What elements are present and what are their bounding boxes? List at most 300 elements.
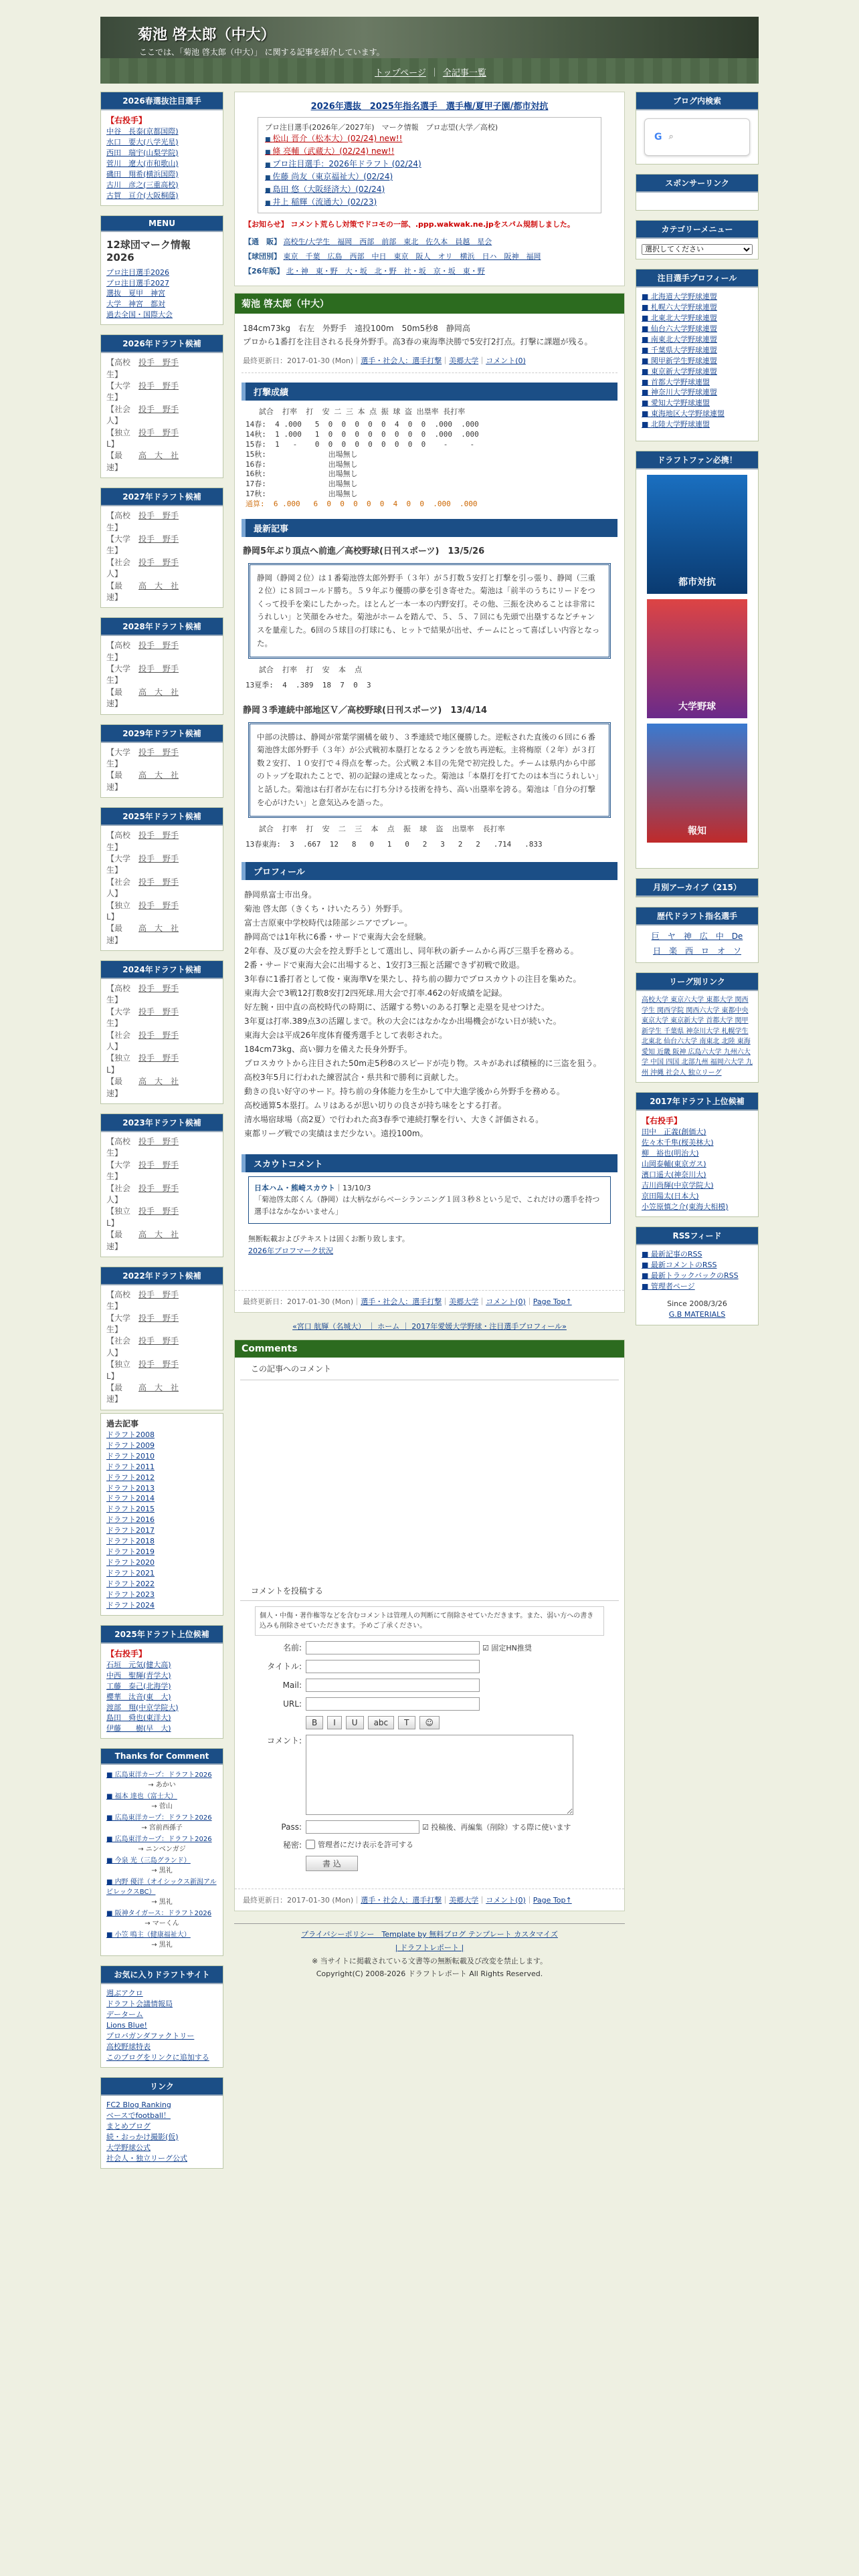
draft-row: [106, 427, 217, 451]
draft-row: [106, 1359, 217, 1382]
row-key: 【独立L】: [106, 900, 131, 922]
copy-note: 無断転載およびテキストは固くお断り致します。: [248, 1234, 409, 1243]
meta-category[interactable]: 選手・社会人：選手打撃: [361, 1297, 442, 1306]
row-links[interactable]: 投手 野手: [138, 664, 179, 674]
player-link[interactable]: 伊藤 樹(早 大): [106, 1724, 171, 1733]
past-year-link[interactable]: ドラフト2013: [106, 1483, 155, 1493]
mark-status-link[interactable]: 2026年プロフマーク状況: [248, 1247, 333, 1256]
region-links[interactable]: 高校生/大学生 福岡 西部 前部 東北 佐久本 員越 星会: [283, 237, 492, 246]
row-links[interactable]: 投手 野手: [138, 1006, 179, 1016]
league-link[interactable]: ■ 北陸大学野球連盟: [642, 420, 710, 429]
comment-list: [101, 1765, 223, 1955]
meta-tag[interactable]: 美郷大学: [449, 1895, 479, 1905]
history-box: [636, 907, 759, 963]
footer-line1[interactable]: プライバシーポリシー Template by 無料ブログ テンプレート カスタマイズ: [301, 1929, 558, 1939]
site-link[interactable]: 週ぶアクロ: [106, 1989, 143, 1998]
draft-row: [106, 1289, 217, 1313]
draft-row: [106, 1206, 217, 1229]
comment-textarea[interactable]: [306, 1735, 573, 1815]
materials-link[interactable]: G.B MATERIALS: [668, 1310, 726, 1319]
past-year-link[interactable]: ドラフト2018: [106, 1537, 155, 1546]
player-link[interactable]: 田中 正義(創価大): [642, 1128, 706, 1137]
profile-line: プロスカウトから注目された50m走5秒8のスピードが売り物。スキがあれば積極的に三盗を狙う。: [244, 1058, 601, 1068]
draft-row: [106, 557, 217, 580]
magazine-cover-2[interactable]: 大学野球: [647, 599, 747, 718]
pass-note: ☑ 投稿後、再編集（削除）する際に使います: [422, 1822, 571, 1832]
row-links[interactable]: 投手 野手: [138, 900, 179, 910]
rss-link[interactable]: ■ 最新コメントのRSS: [642, 1260, 717, 1269]
player-link[interactable]: 西田 瑞宇(山梨学院): [106, 148, 179, 157]
row-key: 【高校生】: [106, 984, 131, 1005]
player-link[interactable]: 島田 舜也(東洋大): [106, 1713, 171, 1723]
top-line1[interactable]: プロ注目選手(2026年／2027年) マーク情報 プロ志望(大学／高校): [265, 123, 498, 132]
submit-button[interactable]: 書 込: [306, 1856, 358, 1871]
toolbar-button[interactable]: abc: [368, 1716, 395, 1729]
draft-row: [106, 747, 217, 770]
form-warning: 個人・中傷・著作権等などを含むコメントは管理人の判断にて削除させていただきます。また、弱い方への書き込みも削除させていただきます。予めご了承ください。: [255, 1606, 604, 1636]
region-row: [244, 235, 615, 249]
pager[interactable]: «宮口 航輝（名城大） ｜ ホーム ｜ 2017年愛媛大学野球・注目選手プロフィール»: [292, 1321, 567, 1331]
entry-date: 最終更新日：2017-01-30 (Mon): [243, 1895, 354, 1905]
draft-row: [106, 923, 217, 946]
page-top-link[interactable]: Page Top↑: [533, 1895, 572, 1905]
menu-item[interactable]: 選抜 夏甲 神宮: [106, 289, 165, 298]
menu-item[interactable]: プロ注目選手2026: [106, 267, 169, 277]
profile-line: 3年春に1番打者として俊・東海準Vを果たし、持ち前の脚力でプロスカウトの注目を集めた。: [244, 974, 581, 984]
meta-tag[interactable]: 美郷大学: [449, 1297, 479, 1306]
row-links[interactable]: 投手 野手: [138, 557, 179, 567]
row-key: 【最 速】: [106, 924, 131, 945]
row-key: 【社会人】: [106, 1336, 131, 1358]
name-input[interactable]: [306, 1641, 480, 1654]
league-link[interactable]: ■ 南東北大学野球連盟: [642, 334, 717, 344]
profile-line: 静岡県富士市出身。: [244, 889, 317, 899]
row-links[interactable]: 投手 野手: [138, 984, 179, 994]
row-links[interactable]: 高 大 社: [138, 924, 179, 934]
row-links[interactable]: 高 大 社: [138, 580, 179, 591]
box-title: RSSフィード: [636, 1227, 758, 1245]
stats-row: 17秋: 出場無し: [246, 490, 358, 499]
stats-heading: 打撃成績: [242, 383, 617, 401]
stats-row: 通算: 6 .000 6 0 0 0 0 0 4 0 0 .000 .000: [246, 500, 478, 508]
box-title: リンク: [101, 2078, 223, 2096]
article1-stat-head: 試合 打率 打 安 本 点: [246, 665, 363, 675]
new-article-link[interactable]: ■ プロ注目選手：2026年ドラフト (02/24): [265, 158, 594, 171]
history-row-central[interactable]: 巨 ヤ 神 広 中 De: [651, 932, 743, 942]
player-list: [106, 1660, 217, 1735]
comments-heading: Comments: [235, 1340, 624, 1358]
player-link[interactable]: 石垣 元気(健大高): [106, 1660, 171, 1669]
article2-body: 中部の決勝は、静岡が常葉学園橘を破り、３季連続で地区優勝した。逆転された直後の６回に６番菊池啓太郎外野手（３年）が公式戦初本塁打となる２ランを放ち再逆転。主将梅原（２年）が３打数２安打、１０安打で４得点を奪った。公式戦２本目の先発で初完投した。チームは県内から中部のトップを取れたことで、初の記録の達成となった。菊池は「本塁打を打てたのは本当にうれしい」と話した。菊池は右打者が左右に打ち分ける技術を持ち、高い出塁率を誇る。菊池は「自分の打撃を心がけたい」と意気込みを語った。: [248, 722, 611, 818]
comments-empty-area: [235, 1380, 624, 1581]
stats-row: 15秋: 出場無し: [246, 449, 358, 459]
draft-row: [106, 534, 217, 557]
region-key: 【球団別】: [244, 251, 281, 261]
player-link[interactable]: 小笠原慎之介(東海大相模): [642, 1202, 729, 1211]
article1-title[interactable]: 静岡5年ぶり頂点へ前進／高校野球(日刊スポーツ) 13/5/26: [243, 546, 485, 556]
draft-row: [106, 1076, 217, 1099]
scout-heading: スカウトコメント: [242, 1154, 617, 1172]
stats-row: 14秋: 1 .000 1 0 0 0 0 0 0 0 0 .000 .000: [246, 430, 479, 439]
spring-select-box: [100, 92, 223, 206]
row-links[interactable]: 投手 野手: [138, 1137, 179, 1146]
past-year-link[interactable]: ドラフト2023: [106, 1590, 155, 1599]
toolbar-button[interactable]: ☺: [419, 1716, 440, 1729]
row-key: 【独立L】: [106, 1360, 131, 1381]
region-links: [244, 235, 615, 279]
row-key: 【最 速】: [106, 770, 131, 792]
row-links[interactable]: 投手 野手: [138, 1053, 179, 1063]
magazine-cover-1[interactable]: 都市対抗: [647, 475, 747, 594]
draft-row: [106, 580, 217, 604]
entry-date: 最終更新日：2017-01-30 (Mon): [243, 1297, 354, 1306]
past-year-link[interactable]: ドラフト2009: [106, 1440, 155, 1450]
row-links[interactable]: 投手 野手: [138, 1336, 179, 1346]
nav-top-link[interactable]: トップページ: [375, 68, 426, 78]
menu-item[interactable]: 過去全国・国際大会: [106, 310, 173, 320]
draft-row: [106, 1335, 217, 1359]
meta-category[interactable]: 選手・社会人：選手打撃: [361, 1895, 442, 1905]
league-links[interactable]: 高校大学 東京六大学 東都大学 関西学生 関西学院 関西六大学 東都中央 東京大学 東京新大学 首都大学 関甲新学生 千葉県 神奈川大学 札幌学生 北東北 仙台六大学 南東北 北陸 東海 愛知 近畿 阪神 広島六大学 九州六大学 中国 四国 北部九州 福岡六大学 九州 沖縄 社会人 独立リーグ: [642, 996, 753, 1077]
toolbar-button[interactable]: T: [398, 1716, 415, 1729]
league-link[interactable]: ■ 愛知大学野球連盟: [642, 399, 710, 408]
comment-article-link[interactable]: ■ 小笠 鳴主（健康福祉大）: [106, 1931, 191, 1939]
player-link[interactable]: 柳 裕也(明治大): [642, 1149, 699, 1158]
box-title: 歴代ドラフト指名選手: [636, 907, 758, 926]
stats-table: [235, 420, 624, 510]
league-link[interactable]: ■ 東海地区大学野球連盟: [642, 409, 725, 419]
profile-line: 好左腕・田中直の高校時代の時期に、活躍する勢いのある打撃と走塁を見せつけた。: [244, 1002, 550, 1012]
row-links[interactable]: 投手 野手: [138, 404, 179, 414]
new-article-link[interactable]: ■ 井上 稲輝（流通大）(02/23): [265, 196, 594, 209]
draft-year-box: [100, 617, 223, 714]
comment-article-link[interactable]: ■ 広島東洋カープ：ドラフト2026: [106, 1814, 212, 1822]
box-title: 2027年ドラフト候補: [101, 488, 223, 506]
league-link[interactable]: ■ 北東北大学野球連盟: [642, 313, 717, 322]
past-year-link[interactable]: ドラフト2021: [106, 1569, 155, 1578]
row-key: 【大学生】: [106, 664, 131, 685]
row-key: 【大学生】: [106, 747, 131, 769]
row-links[interactable]: 投手 野手: [138, 1030, 179, 1040]
row-links[interactable]: 投手 野手: [138, 831, 179, 841]
tag-right-pitcher: 【右投手】: [106, 1648, 147, 1658]
profile-line: 3年夏は打率.389点3の活躍しまで。秋の大会にはなかなか出場機会がない日が続いた。: [244, 1016, 561, 1026]
league-list: [636, 288, 758, 441]
history-row-pacific[interactable]: 日 楽 西 ロ オ ソ: [652, 946, 741, 956]
link-item[interactable]: まとめブログ: [106, 2121, 151, 2131]
article2-stat-head: 試合 打率 打 安 二 三 本 点 振 球 盗 出塁率 長打率: [246, 825, 505, 834]
row-links[interactable]: 高 大 社: [138, 770, 179, 780]
box-title: 2026春選抜注目選手: [101, 92, 223, 110]
mark-info-link[interactable]: 12球団マーク情報2026: [106, 238, 191, 264]
comment-entry: [106, 1770, 217, 1790]
toolbar-button[interactable]: U: [346, 1716, 364, 1729]
player-link[interactable]: 水口 要大(八学光星): [106, 137, 179, 146]
row-key: 【高校生】: [106, 1289, 131, 1311]
league-link[interactable]: ■ 関甲新学生野球連盟: [642, 356, 717, 365]
region-links[interactable]: 東京 千葉 広島 西部 中日 東京 阪人 オリ 横浜 日ハ 阪神 福岡: [283, 251, 541, 261]
page-top-link[interactable]: Page Top↑: [533, 1297, 572, 1306]
pass-label: Pass:: [281, 1822, 302, 1832]
region-links[interactable]: 北・神 東・野 大・坂 北・野 社・坂 京・坂 東・野: [286, 266, 485, 276]
comment-article-link[interactable]: ■ 広島東洋カープ：ドラフト2026: [106, 1836, 212, 1844]
category-box: [636, 220, 759, 259]
row-key: 【社会人】: [106, 557, 131, 579]
draft-row: [106, 877, 217, 900]
row-key: 【最 速】: [106, 687, 131, 709]
player-list: [106, 126, 217, 201]
draft-year-box: [100, 724, 223, 798]
player-summary: プロから1番打を注目される長身外野手。高3春の東海準決勝で5安打2打点。打撃に課題が残る。: [243, 337, 593, 347]
meta-comments[interactable]: コメント(0): [486, 1297, 526, 1306]
link-item[interactable]: 続・おっかけ撮影(仮): [106, 2132, 179, 2141]
row-links[interactable]: 投手 野手: [138, 381, 179, 391]
player-link[interactable]: 山岡泰輔(東京ガス): [642, 1160, 706, 1169]
stats-row: 16秋: 出場無し: [246, 469, 358, 479]
entry-date: 最終更新日：2017-01-30 (Mon): [243, 356, 354, 366]
url-label: URL:: [283, 1699, 302, 1709]
player-link[interactable]: 渡部 翔(中京学院大): [106, 1703, 179, 1712]
entry-meta-bottom: 最終更新日：2017-01-30 (Mon)｜選手・社会人：選手打撃｜美郷大学｜コメント(0)｜Page Top↑: [235, 1290, 624, 1312]
row-links[interactable]: 投手 野手: [138, 1160, 179, 1170]
draft-row: [106, 381, 217, 404]
player-link[interactable]: 工藤 泰己(北海学): [106, 1681, 171, 1691]
menu-item[interactable]: 大学 神宮 都対: [106, 300, 165, 309]
box-title: リーグ別リンク: [636, 973, 758, 991]
past-year-link[interactable]: ドラフト2017: [106, 1526, 155, 1535]
sponsor-box: [636, 174, 759, 211]
category-select[interactable]: [642, 244, 753, 255]
thanks-box: [100, 1748, 223, 1956]
top-title[interactable]: 2026年選抜 2025年指名選手 選手権/夏甲子園/都市対抗: [310, 102, 549, 112]
magazine-cover-3[interactable]: 報知: [647, 724, 747, 843]
player-link[interactable]: 古川 彦之(三重高校): [106, 180, 179, 189]
meta-comments[interactable]: コメント(0): [486, 356, 526, 366]
row-links[interactable]: 高 大 社: [138, 687, 179, 697]
right-sidebar: [636, 92, 759, 1335]
draft-fan-box: [636, 451, 759, 869]
comment-entry: [106, 1930, 217, 1950]
player-link[interactable]: 磯田 翔希(横浜国際): [106, 169, 179, 179]
league-link[interactable]: ■ 東京新大学野球連盟: [642, 366, 717, 376]
league-link[interactable]: ■ 仙台六大学野球連盟: [642, 324, 717, 333]
google-icon[interactable]: G: [654, 131, 662, 142]
row-links[interactable]: 投手 野手: [138, 1360, 179, 1370]
search-box: [636, 92, 759, 165]
league-link[interactable]: ■ 神奈川大学野球連盟: [642, 388, 717, 397]
comment-entry: [106, 1909, 217, 1929]
link-item[interactable]: 大学野球公式: [106, 2143, 151, 2152]
scout-date: 13/10/3: [343, 1183, 371, 1192]
page-wrapper: [100, 17, 759, 2163]
row-links[interactable]: 投手 野手: [138, 427, 179, 437]
draft-row: [106, 770, 217, 793]
comment-entry: [106, 1877, 217, 1907]
archive-toggle[interactable]: 月別アーカイブ（215）: [636, 879, 758, 897]
scout-box: 日本ハム・熊崎スカウト｜13/10/3 「菊池啓太郎くん（静岡）は大柄ながらベーシランニング１回３秒８という足で、これだけの選手を持つ選手はなかなかいません」: [248, 1176, 611, 1224]
draft-row: [106, 1136, 217, 1160]
row-key: 【社会人】: [106, 404, 131, 426]
player-profile-box: [636, 269, 759, 441]
player-link[interactable]: 京田陽太(日本大): [642, 1192, 699, 1200]
site-link[interactable]: プロバガンダファクトリー: [106, 2032, 195, 2041]
site-link[interactable]: 高校野球特表: [106, 2042, 151, 2051]
toolbar-button[interactable]: B: [306, 1716, 323, 1729]
player-link[interactable]: 佐々木千隼(桜美林大): [642, 1138, 714, 1148]
row-key: 【社会人】: [106, 877, 131, 899]
name-note: ☑ 固定HN推奨: [482, 1643, 532, 1652]
top-info-panel: [234, 92, 625, 286]
row-key: 【高校生】: [106, 511, 131, 532]
nav-all-link[interactable]: 全記事一覧: [442, 68, 486, 78]
draft-row: [106, 663, 217, 687]
comment-article-link[interactable]: ■ 今泉 光（三島グランド）: [106, 1857, 191, 1865]
draft-row: [106, 357, 217, 381]
league-link[interactable]: ■ 首都大学野球連盟: [642, 377, 710, 387]
row-key: 【最 速】: [106, 451, 131, 472]
box-title: 2023年ドラフト候補: [101, 1114, 223, 1132]
league-link[interactable]: ■ 北海道大学野球連盟: [642, 292, 717, 301]
tag-right-pitcher: 【右投手】: [642, 1116, 682, 1126]
comment-author: → 黒礼: [151, 1941, 173, 1949]
past-year-link[interactable]: ドラフト2024: [106, 1600, 155, 1610]
url-input[interactable]: [306, 1697, 480, 1711]
site-subtitle: ここでは、「菊池 啓太郎（中大）」 に関する記事を紹介しています。: [139, 47, 385, 57]
past-year-link[interactable]: ドラフト2016: [106, 1515, 155, 1525]
row-links[interactable]: 投手 野手: [138, 1183, 179, 1193]
rss-list: [642, 1249, 753, 1292]
row-links[interactable]: 高 大 社: [138, 1230, 179, 1240]
comment-entry: [106, 1834, 217, 1854]
player-link[interactable]: 古賀 亘介(大阪桐蔭): [106, 191, 179, 200]
row-key: 【大学生】: [106, 853, 131, 875]
past-year-link[interactable]: ドラフト2008: [106, 1430, 155, 1439]
pass-input[interactable]: [306, 1820, 419, 1834]
new-article-link[interactable]: ■ 松山 晋介（松本大）(02/24) new!!: [265, 132, 594, 145]
past-year-link[interactable]: ドラフト2022: [106, 1579, 155, 1588]
row-links[interactable]: 投手 野手: [138, 358, 179, 368]
article1-stat-row: 13夏季: 4 .389 18 7 0 3: [246, 680, 371, 689]
site-title[interactable]: 菊池 啓太郎（中大）: [138, 27, 276, 43]
new-article-link[interactable]: ■ 島田 悠（大阪経済大）(02/24): [265, 183, 594, 196]
row-links[interactable]: 投手 野手: [138, 853, 179, 863]
since-text: Since 2008/3/26: [667, 1299, 727, 1308]
left-sidebar: [100, 92, 223, 2178]
row-key: 【最 速】: [106, 1230, 131, 1251]
past-year-link[interactable]: ドラフト2011: [106, 1462, 155, 1471]
name-label: 名前:: [282, 1643, 302, 1653]
row-links[interactable]: 投手 野手: [138, 511, 179, 521]
stats-row: 15春: 1 - 0 0 0 0 0 0 0 0 0 - -: [246, 439, 475, 449]
rss-link[interactable]: ■ 最新記事のRSS: [642, 1249, 702, 1259]
draft-row: [106, 983, 217, 1006]
profile-line: 動きの良い好守のサード。持ち前の身体能力を生かして中大進学後から外野手を務める。: [244, 1086, 565, 1096]
row-links[interactable]: 投手 野手: [138, 747, 179, 757]
comment-author: → あかい: [148, 1782, 176, 1790]
row-key: 【大学生】: [106, 1313, 131, 1335]
player-link[interactable]: 櫻華 汰音(東 大): [106, 1692, 171, 1701]
comment-article-link[interactable]: ■ 阪神タイガース：ドラフト2026: [106, 1910, 212, 1918]
row-links[interactable]: 投手 野手: [138, 1313, 179, 1323]
site-link[interactable]: このブログをリンクに追加する: [106, 2052, 209, 2062]
past-year-link[interactable]: ドラフト2020: [106, 1558, 155, 1568]
player-link[interactable]: 中谷 長泰(京都国際): [106, 127, 179, 136]
meta-comments[interactable]: コメント(0): [486, 1895, 526, 1905]
stats-header: 試合 打率 打 安 二 三 本 点 振 球 盗 出塁率 長打率: [246, 407, 466, 417]
row-links[interactable]: 投手 野手: [138, 877, 179, 887]
player-name-heading[interactable]: 菊池 啓太郎（中大）: [235, 294, 624, 314]
profile-line: 菊池 啓太郎（きくち・けいたろう）外野手。: [244, 903, 407, 914]
past-year-link[interactable]: ドラフト2012: [106, 1473, 155, 1482]
top-2017-box: [636, 1092, 759, 1217]
menu-item[interactable]: プロ注目選手2027: [106, 278, 169, 288]
new-article-link[interactable]: ■ 條 亮輔（武蔵大）(02/24) new!!: [265, 145, 594, 158]
past-year-link[interactable]: ドラフト2010: [106, 1451, 155, 1461]
rss-link[interactable]: ■ 管理者ページ: [642, 1281, 695, 1291]
row-links[interactable]: 投手 野手: [138, 641, 179, 651]
secret-label: 秘密:: [282, 1840, 302, 1850]
row-key: 【高校生】: [106, 358, 131, 379]
row-key: 【最 速】: [106, 1077, 131, 1098]
toolbar-button[interactable]: I: [327, 1716, 342, 1729]
site-link[interactable]: ドラフト会議情報局: [106, 2000, 173, 2009]
footer-line2[interactable]: | ドラフトレポート |: [395, 1943, 464, 1952]
link-item[interactable]: ベースでfootball！: [106, 2111, 171, 2120]
mail-input[interactable]: [306, 1679, 480, 1692]
comment-article-link[interactable]: ■ 内野 優洋（オイシックス新潟アルビレックスBC）: [106, 1879, 217, 1897]
row-links[interactable]: 投手 野手: [138, 1206, 179, 1216]
past-year-link[interactable]: ドラフト2015: [106, 1505, 155, 1514]
rss-link[interactable]: ■ 最新トラックバックのRSS: [642, 1271, 739, 1280]
profile-line: 東海大会は平成26年度体育優秀選手として表彰された。: [244, 1030, 448, 1040]
row-links[interactable]: 高 大 社: [138, 1383, 179, 1393]
meta-category[interactable]: 選手・社会人：選手打撃: [361, 356, 442, 366]
article2-stat-row: 13春東海: 3 .667 12 8 0 1 0 2 3 2 2 .714 .833: [246, 839, 543, 849]
comment-article-link[interactable]: ■ 福本 達也（富士大）: [106, 1793, 177, 1801]
profile-line: 清水場宿球場（高2夏）で行われた高3春季で連続打撃を行い、大きく評価される。: [244, 1114, 544, 1124]
new-article-link[interactable]: ■ 佐藤 尚友（東京福祉大）(02/24): [265, 171, 594, 183]
search-magnifier-icon[interactable]: ⌕: [668, 132, 674, 142]
link-item[interactable]: FC2 Blog Ranking: [106, 2100, 171, 2109]
row-links[interactable]: 高 大 社: [138, 1077, 179, 1087]
article-panel: [234, 293, 625, 1313]
row-links[interactable]: 高 大 社: [138, 451, 179, 461]
link-item[interactable]: 社会人・独立リーグ公式: [106, 2153, 187, 2163]
league-link[interactable]: ■ 札幌六大学野球連盟: [642, 302, 717, 312]
site-link[interactable]: データーム: [106, 2010, 143, 2020]
row-links[interactable]: 投手 野手: [138, 1289, 179, 1299]
comment-article-link[interactable]: ■ 広島東洋カープ：ドラフト2026: [106, 1772, 212, 1780]
meta-tag[interactable]: 美郷大学: [449, 356, 479, 366]
title-input[interactable]: [306, 1660, 480, 1673]
row-links[interactable]: 投手 野手: [138, 534, 179, 544]
player-link[interactable]: 中西 聖輝(青学大): [106, 1671, 171, 1680]
past-list: [106, 1430, 217, 1611]
player-list: [642, 1127, 753, 1212]
player-link[interactable]: 菅川 遼大(市和歌山): [106, 158, 179, 168]
player-link[interactable]: 吉川尚輝(中京学院大): [642, 1181, 714, 1190]
article2-title[interactable]: 静岡３季連続中部地区Ｖ／高校野球(日刊スポーツ) 13/4/14: [243, 705, 488, 716]
past-year-link[interactable]: ドラフト2019: [106, 1547, 155, 1557]
draft-row: [106, 1160, 217, 1183]
player-link[interactable]: 濱口遥大(神奈川大): [642, 1170, 706, 1180]
league-link[interactable]: ■ 千葉県大学野球連盟: [642, 345, 717, 354]
draft-year-box: [100, 1267, 223, 1410]
past-year-link[interactable]: ドラフト2014: [106, 1494, 155, 1503]
site-link[interactable]: Lions Blue!: [106, 2021, 147, 2030]
box-title: ブログ内検索: [636, 92, 758, 110]
secret-checkbox[interactable]: [306, 1840, 315, 1849]
